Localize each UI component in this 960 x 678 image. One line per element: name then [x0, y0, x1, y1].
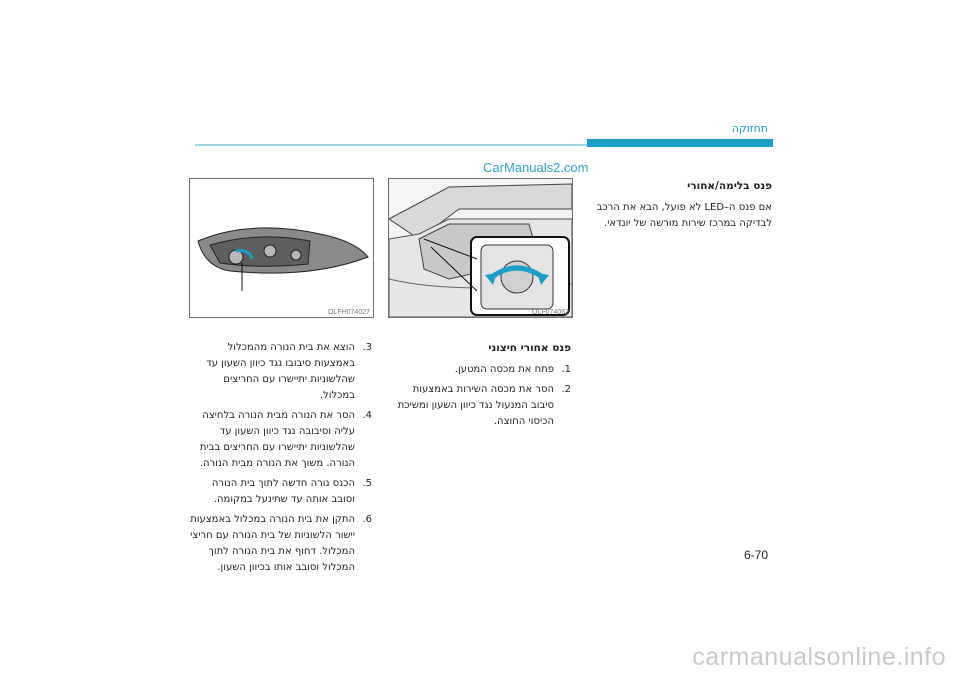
outer-lamp-section — [388, 340, 571, 434]
figure-code: OLF074062 — [532, 309, 569, 316]
tail-lamp-assembly-figure — [189, 178, 374, 318]
step-number: 1. — [561, 364, 571, 375]
step-text: הכנס נורה חדשה לתוך בית הנורה וסובב אותה עד שתינעל במקומה. — [211, 478, 355, 505]
step-number: 4. — [362, 410, 372, 421]
step-number: 3. — [362, 342, 372, 353]
step-item — [189, 340, 372, 404]
inner-lamp-section — [592, 178, 772, 236]
trunk-service-cover-figure — [388, 178, 573, 318]
step-item — [189, 476, 372, 508]
step-item — [388, 362, 571, 378]
step-text: הוצא את בית הנורה מהמכלול באמצעות סיבובו נגד כיוון השעון עד שהלשוניות יתיישרו עם החריצים במכלול. — [206, 342, 355, 401]
step-text: התקן את בית הנורה במכלול באמצעות יישור הלשוניות של בית הנורה עם חריצי המכלול. דחוף את בית הנורה לתוך המכלול וסובב אותו בכיוון השעון. — [190, 514, 355, 573]
inner-lamp-title: פנס בלימה/אחורי — [687, 180, 772, 192]
trunk-open-illustration — [389, 179, 572, 317]
step-number: 5. — [362, 478, 372, 489]
step-number: 2. — [561, 384, 571, 395]
header-accent-bar — [587, 139, 773, 147]
outer-lamp-title: פנס אחורי חיצוני — [488, 342, 571, 354]
section-header-title: תחזוקה — [731, 122, 768, 135]
step-item — [189, 408, 372, 472]
figure-code: OLFH074027 — [327, 309, 370, 316]
step-text: הסר את מכסה השירות באמצעות סיבוב המנעול נגד כיוון השעון ומשיכת הכיסוי החוצה. — [397, 384, 554, 427]
footer-watermark-link[interactable]: carmanualsonline.info — [692, 643, 946, 671]
inner-lamp-text: אם פנס ה–LED לא פועל, הבא את הרכב לבדיקה במרכז שירות מורשה של יונדאי. — [596, 202, 772, 229]
carmanuals-watermark-link[interactable]: CarManuals2.com — [483, 160, 589, 175]
step-text: פתח את מכסה המטען. — [454, 364, 554, 375]
tail-lamp-illustration — [190, 179, 373, 317]
step-number: 6. — [362, 514, 372, 525]
step-item — [388, 382, 571, 430]
step-item — [189, 512, 372, 576]
steps-continued — [189, 340, 372, 580]
step-text: הסר את הנורה מבית הנורה בלחיצה עליה וסיבובה נגד כיוון השעון עד שהלשוניות יתיישרו עם החריצים בבית הנורה. משוך את הנורה מבית הנורה. — [199, 410, 355, 469]
page-number: 6-70 — [744, 548, 769, 562]
